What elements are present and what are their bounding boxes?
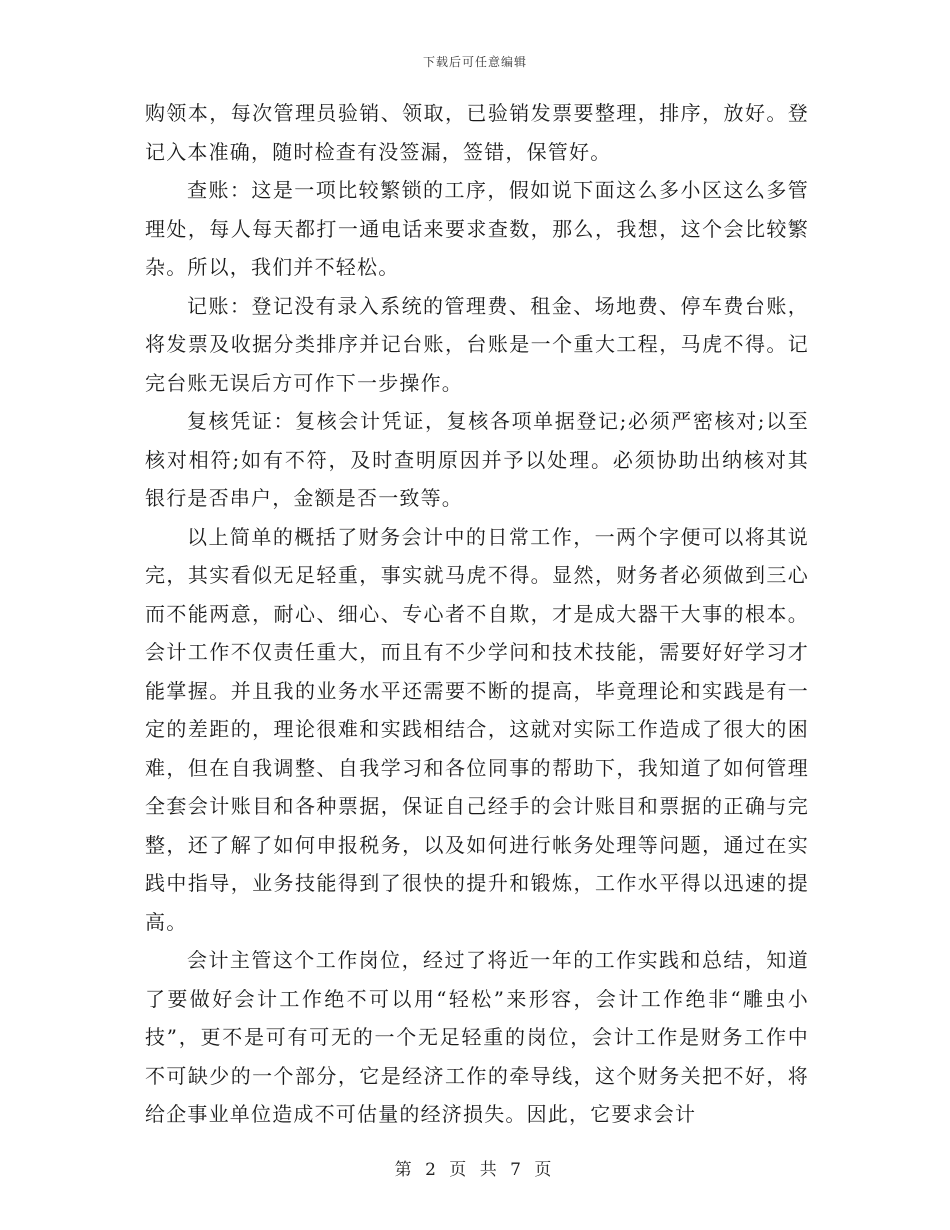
paragraph-review-vouchers: 复核凭证：复核会计凭证，复核各项单据登记;必须严密核对;以至核对相符;如有不符，及时查明原因并予以处理。必须协助出纳核对其银行是否串户，金额是否一致等。 (145, 409, 809, 510)
paragraph-continuation: 购领本，每次管理员验销、领取，已验销发票要整理，排序，放好。登记入本准确，随时检查有没签漏，签错，保管好。 (145, 101, 809, 164)
body-text (145, 94, 809, 1134)
paragraph-accounting-supervisor: 会计主管这个工作岗位，经过了将近一年的工作实践和总结，知道了要做好会计工作绝不可以用“轻松”来形容，会计工作绝非“雕虫小技”，更不是可有可无的一个无足轻重的岗位，会计工作是财务工作中不可缺少的一个部分，它是经济工作的牵导线，这个财务关把不好，将给企事业单位造成不可估量的经济损失。因此，它要求会计 (145, 948, 809, 1126)
paragraph-summary: 以上简单的概括了财务会计中的日常工作，一两个字便可以将其说完，其实看似无足轻重，事实就马虎不得。显然，财务者必须做到三心而不能两意，耐心、细心、专心者不自欺，才是成大器干大事的根本。会计工作不仅责任重大，而且有不少学问和技术技能，需要好好学习才能掌握。并且我的业务水平还需要不断的提高，毕竟理论和实践是有一定的差距的，理论很难和实践相结合，这就对实际工作造成了很大的困难，但在自我调整、自我学习和各位同事的帮助下，我知道了如何管理全套会计账目和各种票据，保证自己经手的会计账目和票据的正确与完整，还了解了如何申报税务，以及如何进行帐务处理等问题，通过在实践中指导，业务技能得到了很快的提升和锻炼，工作水平得以迅速的提高。 (145, 524, 809, 934)
page-footer: 第 2 页 共 7 页 (394, 1160, 556, 1180)
page-header: 下载后可任意编辑 (422, 55, 527, 69)
paragraph-bookkeeping: 记账：登记没有录入系统的管理费、租金、场地费、停车费台账，将发票及收据分类排序并记台账，台账是一个重大工程，马虎不得。记完台账无误后方可作下一步操作。 (145, 293, 809, 395)
paragraph-check-accounts: 查账：这是一项比较繁锁的工序，假如说下面这么多小区这么多管理处，每人每天都打一通电话来要求查数，那么，我想，这个会比较繁杂。所以，我们并不轻松。 (145, 178, 809, 279)
